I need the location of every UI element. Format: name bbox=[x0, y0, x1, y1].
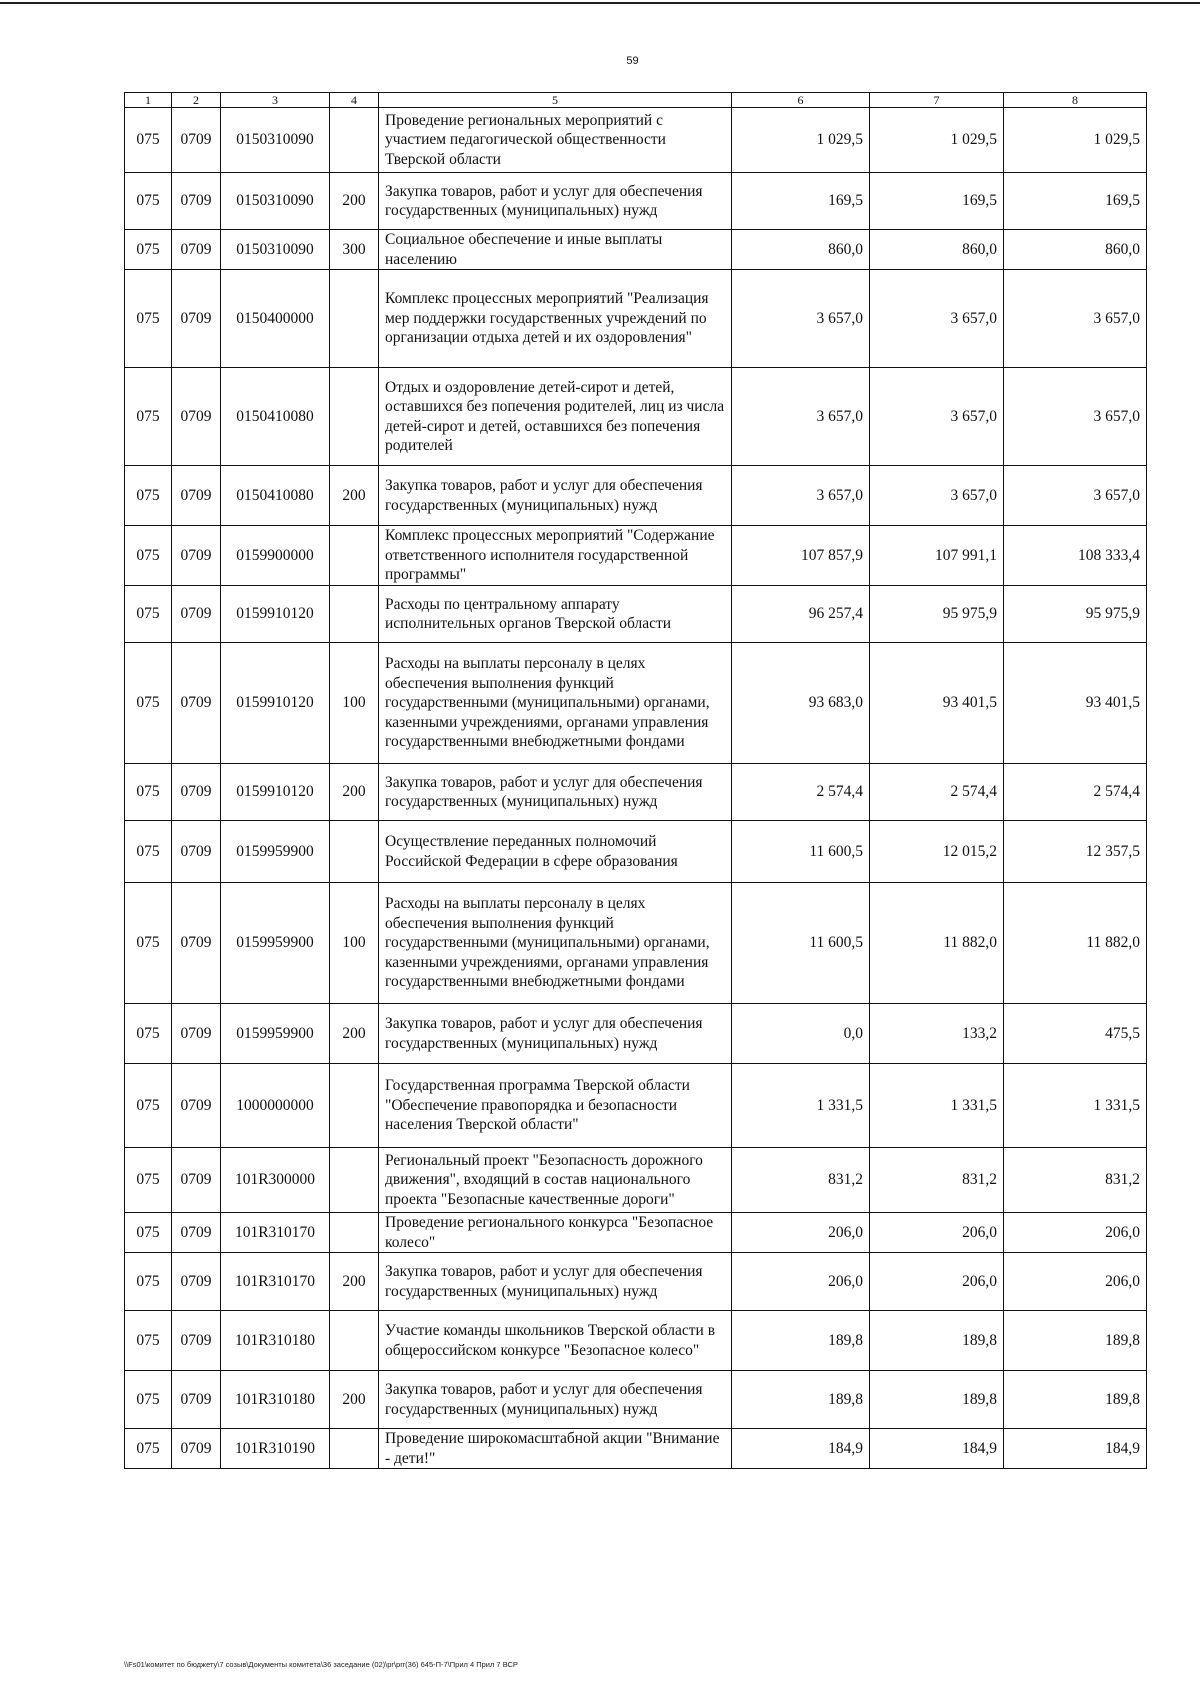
cell-amount-7: 1 331,5 bbox=[870, 1064, 1004, 1148]
table-row bbox=[125, 764, 1147, 821]
cell-expense-type bbox=[330, 270, 379, 368]
cell-target-code: 101R310170 bbox=[221, 1253, 330, 1311]
cell-description: Государственная программа Тверской области "Обеспечение правопорядка и безопасности населения Тверской области" bbox=[379, 1064, 732, 1148]
cell-expense-type: 200 bbox=[330, 173, 379, 230]
cell-amount-6: 189,8 bbox=[732, 1371, 870, 1429]
footer-file-path: \\Fs01\комитет по бюджету\7 созыв\Документы комитета\36 заседание (02)\pr\prr(36) 645-П-7\Прил 4 Прил 7 ВСР bbox=[124, 1660, 518, 1669]
cell-amount-8: 12 357,5 bbox=[1004, 821, 1147, 883]
cell-expense-type bbox=[330, 1213, 379, 1253]
cell-description: Расходы на выплаты персоналу в целях обеспечения выполнения функций государственными (муниципальными) органами, казенными учреждениями, органами управления государственными внебюджетными фондами bbox=[379, 643, 732, 764]
table-row bbox=[125, 643, 1147, 764]
cell-amount-8: 95 975,9 bbox=[1004, 586, 1147, 643]
cell-amount-7: 189,8 bbox=[870, 1311, 1004, 1371]
cell-expense-type: 200 bbox=[330, 1004, 379, 1064]
cell-admin-code: 075 bbox=[125, 230, 172, 270]
cell-expense-type bbox=[330, 1429, 379, 1469]
cell-amount-7: 1 029,5 bbox=[870, 108, 1004, 173]
table-row bbox=[125, 526, 1147, 586]
cell-amount-7: 184,9 bbox=[870, 1429, 1004, 1469]
cell-target-code: 0159959900 bbox=[221, 883, 330, 1004]
cell-amount-6: 107 857,9 bbox=[732, 526, 870, 586]
cell-admin-code: 075 bbox=[125, 1004, 172, 1064]
column-header: 8 bbox=[1004, 93, 1147, 108]
cell-section-code: 0709 bbox=[172, 821, 221, 883]
top-scan-edge bbox=[0, 2, 1200, 4]
cell-target-code: 0159910120 bbox=[221, 643, 330, 764]
table-row bbox=[125, 1371, 1147, 1429]
cell-description: Закупка товаров, работ и услуг для обеспечения государственных (муниципальных) нужд bbox=[379, 764, 732, 821]
cell-description: Региональный проект "Безопасность дорожного движения", входящий в состав национального проекта "Безопасные качественные дороги" bbox=[379, 1148, 732, 1213]
cell-description: Проведение региональных мероприятий с участием педагогической общественности Тверской области bbox=[379, 108, 732, 173]
cell-target-code: 0159959900 bbox=[221, 1004, 330, 1064]
table-row bbox=[125, 466, 1147, 526]
table-row bbox=[125, 230, 1147, 270]
cell-expense-type: 100 bbox=[330, 643, 379, 764]
cell-expense-type bbox=[330, 1311, 379, 1371]
cell-admin-code: 075 bbox=[125, 643, 172, 764]
cell-amount-6: 11 600,5 bbox=[732, 821, 870, 883]
cell-amount-7: 3 657,0 bbox=[870, 270, 1004, 368]
cell-amount-8: 1 029,5 bbox=[1004, 108, 1147, 173]
cell-target-code: 101R310190 bbox=[221, 1429, 330, 1469]
cell-amount-7: 3 657,0 bbox=[870, 368, 1004, 466]
table-row bbox=[125, 1253, 1147, 1311]
cell-amount-7: 2 574,4 bbox=[870, 764, 1004, 821]
cell-description: Закупка товаров, работ и услуг для обеспечения государственных (муниципальных) нужд bbox=[379, 1004, 732, 1064]
cell-section-code: 0709 bbox=[172, 1253, 221, 1311]
cell-amount-8: 93 401,5 bbox=[1004, 643, 1147, 764]
column-number-row bbox=[125, 93, 1147, 108]
cell-target-code: 0159910120 bbox=[221, 764, 330, 821]
cell-amount-7: 107 991,1 bbox=[870, 526, 1004, 586]
cell-amount-7: 12 015,2 bbox=[870, 821, 1004, 883]
cell-amount-8: 108 333,4 bbox=[1004, 526, 1147, 586]
table-row bbox=[125, 1148, 1147, 1213]
cell-amount-8: 860,0 bbox=[1004, 230, 1147, 270]
cell-amount-8: 206,0 bbox=[1004, 1253, 1147, 1311]
cell-description: Комплекс процессных мероприятий "Реализация мер поддержки государственных учреждений по организации отдыха детей и их оздоровления" bbox=[379, 270, 732, 368]
cell-amount-7: 206,0 bbox=[870, 1213, 1004, 1253]
cell-admin-code: 075 bbox=[125, 526, 172, 586]
cell-amount-6: 0,0 bbox=[732, 1004, 870, 1064]
cell-target-code: 101R310180 bbox=[221, 1371, 330, 1429]
cell-target-code: 0150410080 bbox=[221, 466, 330, 526]
cell-amount-6: 1 331,5 bbox=[732, 1064, 870, 1148]
cell-expense-type bbox=[330, 1148, 379, 1213]
cell-amount-8: 3 657,0 bbox=[1004, 270, 1147, 368]
cell-section-code: 0709 bbox=[172, 526, 221, 586]
cell-section-code: 0709 bbox=[172, 1148, 221, 1213]
cell-amount-8: 831,2 bbox=[1004, 1148, 1147, 1213]
cell-expense-type: 200 bbox=[330, 466, 379, 526]
cell-target-code: 1000000000 bbox=[221, 1064, 330, 1148]
cell-description: Расходы на выплаты персоналу в целях обеспечения выполнения функций государственными (муниципальными) органами, казенными учреждениями, органами управления государственными внебюджетными фондами bbox=[379, 883, 732, 1004]
cell-amount-6: 206,0 bbox=[732, 1253, 870, 1311]
cell-amount-7: 206,0 bbox=[870, 1253, 1004, 1311]
cell-section-code: 0709 bbox=[172, 586, 221, 643]
table-row bbox=[125, 1004, 1147, 1064]
cell-amount-8: 189,8 bbox=[1004, 1371, 1147, 1429]
cell-amount-8: 169,5 bbox=[1004, 173, 1147, 230]
cell-amount-6: 93 683,0 bbox=[732, 643, 870, 764]
cell-description: Проведение регионального конкурса "Безопасное колесо" bbox=[379, 1213, 732, 1253]
cell-amount-6: 169,5 bbox=[732, 173, 870, 230]
cell-amount-6: 3 657,0 bbox=[732, 270, 870, 368]
table-row bbox=[125, 108, 1147, 173]
table-row bbox=[125, 368, 1147, 466]
cell-description: Осуществление переданных полномочий Российской Федерации в сфере образования bbox=[379, 821, 732, 883]
cell-description: Участие команды школьников Тверской области в общероссийском конкурсе "Безопасное колесо" bbox=[379, 1311, 732, 1371]
cell-admin-code: 075 bbox=[125, 466, 172, 526]
cell-admin-code: 075 bbox=[125, 1253, 172, 1311]
table-row bbox=[125, 1429, 1147, 1469]
cell-section-code: 0709 bbox=[172, 643, 221, 764]
cell-target-code: 0159900000 bbox=[221, 526, 330, 586]
cell-description: Закупка товаров, работ и услуг для обеспечения государственных (муниципальных) нужд bbox=[379, 173, 732, 230]
cell-amount-6: 3 657,0 bbox=[732, 466, 870, 526]
cell-amount-6: 96 257,4 bbox=[732, 586, 870, 643]
cell-section-code: 0709 bbox=[172, 230, 221, 270]
table-row bbox=[125, 1311, 1147, 1371]
cell-section-code: 0709 bbox=[172, 368, 221, 466]
cell-target-code: 0150310090 bbox=[221, 230, 330, 270]
cell-amount-6: 2 574,4 bbox=[732, 764, 870, 821]
cell-amount-6: 189,8 bbox=[732, 1311, 870, 1371]
column-header: 5 bbox=[379, 93, 732, 108]
cell-target-code: 0150400000 bbox=[221, 270, 330, 368]
cell-amount-7: 189,8 bbox=[870, 1371, 1004, 1429]
cell-amount-7: 831,2 bbox=[870, 1148, 1004, 1213]
cell-section-code: 0709 bbox=[172, 108, 221, 173]
cell-admin-code: 075 bbox=[125, 883, 172, 1004]
cell-amount-8: 189,8 bbox=[1004, 1311, 1147, 1371]
cell-admin-code: 075 bbox=[125, 586, 172, 643]
cell-target-code: 0159910120 bbox=[221, 586, 330, 643]
cell-admin-code: 075 bbox=[125, 1148, 172, 1213]
cell-amount-7: 11 882,0 bbox=[870, 883, 1004, 1004]
table-body bbox=[125, 108, 1147, 1469]
cell-amount-8: 1 331,5 bbox=[1004, 1064, 1147, 1148]
cell-section-code: 0709 bbox=[172, 173, 221, 230]
table-row bbox=[125, 1213, 1147, 1253]
cell-description: Закупка товаров, работ и услуг для обеспечения государственных (муниципальных) нужд bbox=[379, 1253, 732, 1311]
table-row bbox=[125, 173, 1147, 230]
cell-section-code: 0709 bbox=[172, 1064, 221, 1148]
table-row bbox=[125, 1064, 1147, 1148]
column-header: 1 bbox=[125, 93, 172, 108]
cell-amount-6: 184,9 bbox=[732, 1429, 870, 1469]
page-number: 59 bbox=[626, 55, 639, 67]
cell-expense-type bbox=[330, 368, 379, 466]
cell-amount-6: 206,0 bbox=[732, 1213, 870, 1253]
cell-admin-code: 075 bbox=[125, 173, 172, 230]
cell-expense-type bbox=[330, 586, 379, 643]
cell-admin-code: 075 bbox=[125, 1213, 172, 1253]
cell-target-code: 101R310180 bbox=[221, 1311, 330, 1371]
column-header: 2 bbox=[172, 93, 221, 108]
cell-amount-8: 206,0 bbox=[1004, 1213, 1147, 1253]
cell-admin-code: 075 bbox=[125, 1311, 172, 1371]
column-header: 7 bbox=[870, 93, 1004, 108]
cell-amount-7: 860,0 bbox=[870, 230, 1004, 270]
cell-section-code: 0709 bbox=[172, 1004, 221, 1064]
cell-section-code: 0709 bbox=[172, 1213, 221, 1253]
cell-amount-6: 3 657,0 bbox=[732, 368, 870, 466]
column-header: 3 bbox=[221, 93, 330, 108]
cell-section-code: 0709 bbox=[172, 270, 221, 368]
cell-admin-code: 075 bbox=[125, 1429, 172, 1469]
cell-section-code: 0709 bbox=[172, 883, 221, 1004]
cell-expense-type bbox=[330, 821, 379, 883]
cell-section-code: 0709 bbox=[172, 1429, 221, 1469]
cell-description: Закупка товаров, работ и услуг для обеспечения государственных (муниципальных) нужд bbox=[379, 466, 732, 526]
cell-amount-8: 11 882,0 bbox=[1004, 883, 1147, 1004]
cell-amount-7: 169,5 bbox=[870, 173, 1004, 230]
cell-admin-code: 075 bbox=[125, 821, 172, 883]
cell-amount-8: 184,9 bbox=[1004, 1429, 1147, 1469]
cell-section-code: 0709 bbox=[172, 466, 221, 526]
column-header: 6 bbox=[732, 93, 870, 108]
cell-expense-type bbox=[330, 108, 379, 173]
cell-target-code: 0150310090 bbox=[221, 173, 330, 230]
cell-admin-code: 075 bbox=[125, 368, 172, 466]
cell-target-code: 0159959900 bbox=[221, 821, 330, 883]
cell-target-code: 101R300000 bbox=[221, 1148, 330, 1213]
cell-amount-8: 3 657,0 bbox=[1004, 466, 1147, 526]
cell-admin-code: 075 bbox=[125, 764, 172, 821]
cell-amount-6: 11 600,5 bbox=[732, 883, 870, 1004]
table-row bbox=[125, 270, 1147, 368]
cell-target-code: 101R310170 bbox=[221, 1213, 330, 1253]
cell-admin-code: 075 bbox=[125, 270, 172, 368]
cell-description: Комплекс процессных мероприятий "Содержание ответственного исполнителя государственной программы" bbox=[379, 526, 732, 586]
cell-section-code: 0709 bbox=[172, 764, 221, 821]
cell-admin-code: 075 bbox=[125, 1371, 172, 1429]
table-row bbox=[125, 586, 1147, 643]
cell-section-code: 0709 bbox=[172, 1311, 221, 1371]
cell-description: Отдых и оздоровление детей-сирот и детей, оставшихся без попечения родителей, лиц из числа детей-сирот и детей, оставшихся без попечения родителей bbox=[379, 368, 732, 466]
cell-description: Проведение широкомасштабной акции "Внимание - дети!" bbox=[379, 1429, 732, 1469]
table-row bbox=[125, 821, 1147, 883]
cell-target-code: 0150410080 bbox=[221, 368, 330, 466]
cell-admin-code: 075 bbox=[125, 1064, 172, 1148]
cell-amount-6: 860,0 bbox=[732, 230, 870, 270]
cell-amount-8: 3 657,0 bbox=[1004, 368, 1147, 466]
cell-expense-type: 200 bbox=[330, 764, 379, 821]
cell-expense-type bbox=[330, 1064, 379, 1148]
cell-description: Закупка товаров, работ и услуг для обеспечения государственных (муниципальных) нужд bbox=[379, 1371, 732, 1429]
cell-amount-7: 93 401,5 bbox=[870, 643, 1004, 764]
cell-amount-7: 133,2 bbox=[870, 1004, 1004, 1064]
cell-amount-6: 831,2 bbox=[732, 1148, 870, 1213]
cell-amount-8: 2 574,4 bbox=[1004, 764, 1147, 821]
cell-expense-type: 200 bbox=[330, 1371, 379, 1429]
cell-expense-type: 100 bbox=[330, 883, 379, 1004]
cell-amount-7: 3 657,0 bbox=[870, 466, 1004, 526]
cell-description: Расходы по центральному аппарату исполнительных органов Тверской области bbox=[379, 586, 732, 643]
cell-expense-type: 200 bbox=[330, 1253, 379, 1311]
cell-admin-code: 075 bbox=[125, 108, 172, 173]
cell-expense-type bbox=[330, 526, 379, 586]
cell-amount-6: 1 029,5 bbox=[732, 108, 870, 173]
table-row bbox=[125, 883, 1147, 1004]
column-header: 4 bbox=[330, 93, 379, 108]
cell-amount-7: 95 975,9 bbox=[870, 586, 1004, 643]
budget-table bbox=[124, 92, 1147, 1469]
cell-section-code: 0709 bbox=[172, 1371, 221, 1429]
cell-target-code: 0150310090 bbox=[221, 108, 330, 173]
cell-amount-8: 475,5 bbox=[1004, 1004, 1147, 1064]
cell-description: Социальное обеспечение и иные выплаты населению bbox=[379, 230, 732, 270]
cell-expense-type: 300 bbox=[330, 230, 379, 270]
